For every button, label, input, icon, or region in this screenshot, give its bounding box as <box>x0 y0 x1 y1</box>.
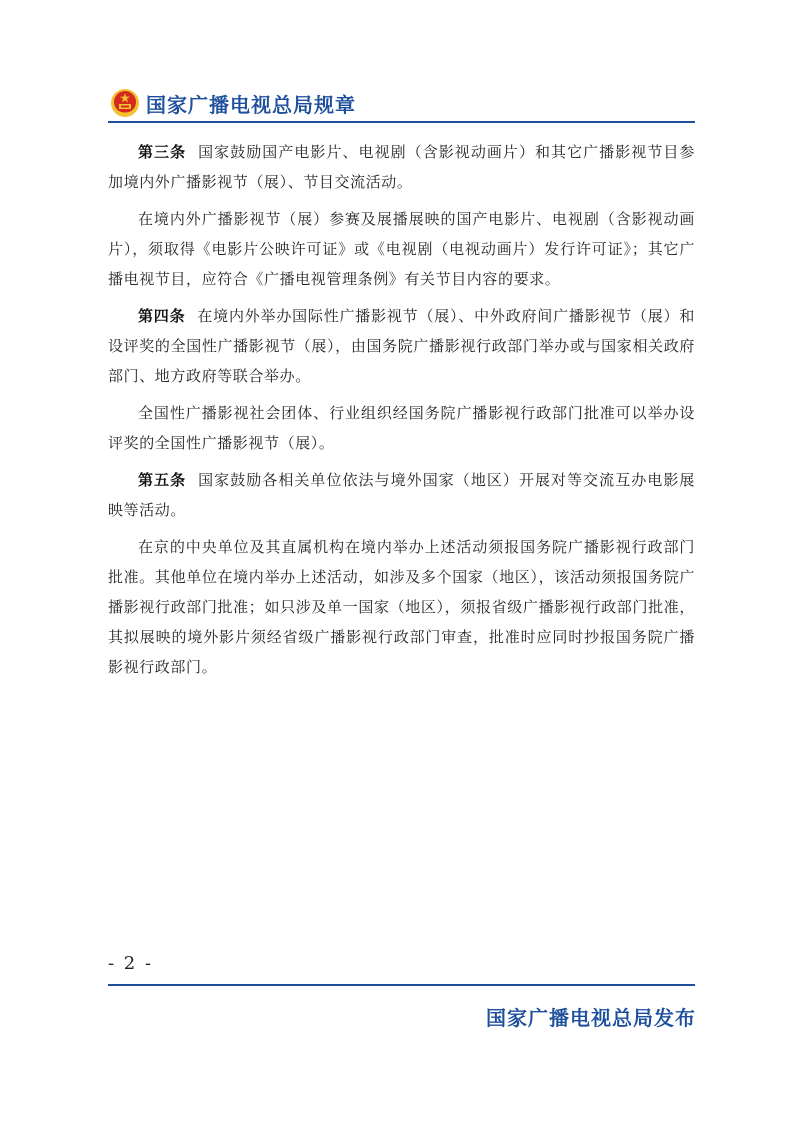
national-emblem-icon <box>110 88 140 118</box>
paragraph-text: 在境内外广播影视节（展）参赛及展播展映的国产电影片、电视剧（含影视动画片），须取得《电影片公映许可证》或《电视剧（电视动画片）发行许可证》；其它广播电视节目，应符合《广播电视管理条例》有关节目内容的要求。 <box>108 210 695 288</box>
page-header <box>110 86 356 120</box>
page-number: - 2 - <box>108 953 154 974</box>
article-number: 第三条 <box>138 143 187 161</box>
paragraph <box>108 398 695 458</box>
paragraph-text: 国家鼓励国产电影片、电视剧（含影视动画片）和其它广播影视节目参加境内外广播影视节（展）、节目交流活动。 <box>108 143 695 191</box>
header-title: 国家广播电视总局规章 <box>146 92 356 117</box>
paragraph <box>108 532 695 682</box>
paragraph-article-4 <box>108 301 695 391</box>
footer-publisher: 国家广播电视总局发布 <box>486 1006 696 1030</box>
paragraph-article-3 <box>108 137 695 197</box>
paragraph-text: 在境内外举办国际性广播影视节（展）、中外政府间广播影视节（展）和设评奖的全国性广播影视节（展），由国务院广播影视行政部门举办或与国家相关政府部门、地方政府等联合举办。 <box>108 307 695 385</box>
paragraph-text: 国家鼓励各相关单位依法与境外国家（地区）开展对等交流互办电影展映等活动。 <box>108 471 695 519</box>
footer-divider <box>108 984 695 986</box>
article-number: 第五条 <box>138 471 187 489</box>
header-divider <box>108 121 695 123</box>
paragraph <box>108 204 695 294</box>
document-body <box>108 137 695 682</box>
article-number: 第四条 <box>138 307 186 325</box>
paragraph-text: 在京的中央单位及其直属机构在境内举办上述活动须报国务院广播影视行政部门批准。其他单位在境内举办上述活动，如涉及多个国家（地区），该活动须报国务院广播影视行政部门批准；如只涉及单一国家（地区），须报省级广播影视行政部门批准，其拟展映的境外影片须经省级广播影视行政部门审查，批准时应同时抄报国务院广播影视行政部门。 <box>108 538 695 676</box>
paragraph-article-5 <box>108 465 695 525</box>
paragraph-text: 全国性广播影视社会团体、行业组织经国务院广播影视行政部门批准可以举办设评奖的全国性广播影视节（展）。 <box>108 404 695 452</box>
